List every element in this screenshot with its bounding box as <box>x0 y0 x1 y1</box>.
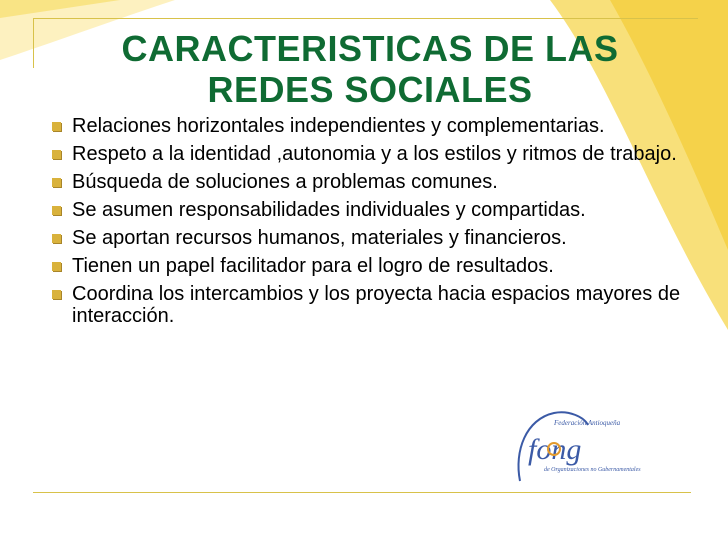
bullet-list <box>52 115 692 333</box>
bullet-item <box>52 199 692 221</box>
bullet-marker-icon <box>52 122 61 131</box>
bullet-item <box>52 255 692 277</box>
bullet-text: Relaciones horizontales independientes y complementarias. <box>72 115 605 137</box>
bullet-text: Coordina los intercambios y los proyecta hacia espacios mayores de interacción. <box>72 283 681 327</box>
bullet-text: Respeto a la identidad ,autonomia y a los estilos y ritmos de trabajo. <box>72 143 677 165</box>
logo-bottom-text: de Organizaciones no Gubernamentales <box>544 467 641 473</box>
bullet-text: Se aportan recursos humanos, materiales y financieros. <box>72 227 567 249</box>
bullet-item <box>52 227 692 249</box>
logo-wordmark: fong <box>528 433 582 466</box>
bullet-text: Búsqueda de soluciones a problemas comunes. <box>72 171 498 193</box>
bullet-item <box>52 171 692 193</box>
bullet-item <box>52 115 692 137</box>
logo-top-text: Federación Antioqueña <box>554 419 621 427</box>
bullet-marker-icon <box>52 206 61 215</box>
bullet-marker-icon <box>52 290 61 299</box>
slide-title: CARACTERISTICAS DE LAS REDES SOCIALES <box>121 28 619 110</box>
bullet-text: Tienen un papel facilitador para el logro de resultados. <box>72 255 554 277</box>
fong-logo <box>514 411 641 489</box>
bullet-marker-icon <box>52 234 61 243</box>
bullet-marker-icon <box>52 262 61 271</box>
bullet-text: Se asumen responsabilidades individuales y compartidas. <box>72 199 586 221</box>
bullet-item <box>52 283 692 327</box>
bottom-rule <box>33 492 691 493</box>
bullet-marker-icon <box>52 150 61 159</box>
bullet-marker-icon <box>52 178 61 187</box>
top-rule <box>33 18 698 19</box>
bullet-item <box>52 143 692 165</box>
left-rule <box>33 18 34 68</box>
